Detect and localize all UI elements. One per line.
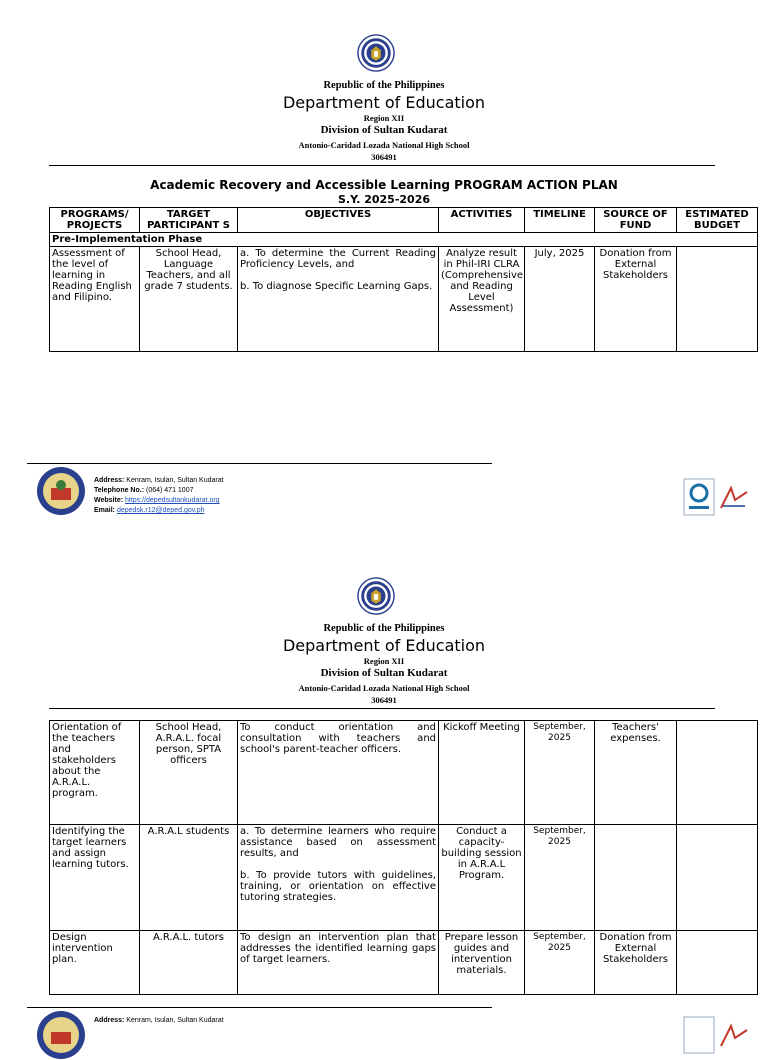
address-value: Kenram, Isulan, Sultan Kudarat: [126, 477, 224, 484]
deped-seal-icon: [357, 577, 395, 615]
school-year: S.Y. 2025-2026: [337, 193, 431, 206]
website-label: Website:: [94, 497, 124, 504]
footer-rule: [27, 463, 492, 464]
footer-contact: [94, 1016, 224, 1026]
timeline-cell: September, 2025: [525, 721, 595, 825]
source-cell: [595, 825, 677, 931]
phase-label: Pre-Implementation Phase: [50, 233, 758, 247]
department-title: Department of Education: [282, 93, 486, 112]
website-link[interactable]: https://depedsultankudarat.org: [125, 497, 220, 504]
division-seal-icon: [36, 1010, 86, 1060]
header-timeline: TIMELINE: [525, 208, 595, 233]
header-programs: PROGRAMS/ PROJECTS: [50, 208, 140, 233]
program-cell: Assessment of the level of learning in Reading English and Filipino.: [50, 247, 140, 352]
footer-rule: [27, 1007, 492, 1008]
header-rule: [49, 708, 715, 709]
header-activities: ACTIVITIES: [439, 208, 525, 233]
phone-label: Telephone No.:: [94, 487, 145, 494]
activities-cell: Prepare lesson guides and intervention materials.: [439, 931, 525, 995]
action-plan-table-continued: [49, 720, 758, 995]
program-cell: Identifying the target learners and assign learning tutors.: [50, 825, 140, 931]
activities-cell: Conduct a capacity-building session in A.R.A.L Program.: [439, 825, 525, 931]
department-title: Department of Education: [282, 636, 486, 655]
objective-b: b. To provide tutors with guidelines, training, or orientation on effective tutoring strategies.: [240, 870, 436, 903]
activities-cell: Kickoff Meeting: [439, 721, 525, 825]
table-row: [50, 721, 758, 825]
school-name: Antonio-Caridad Lozada National High School: [298, 140, 470, 150]
region-text: Region XII: [363, 113, 405, 123]
region-text: Region XII: [363, 656, 405, 666]
timeline-cell: September, 2025: [525, 931, 595, 995]
plan-title: Academic Recovery and Accessible Learning PROGRAM ACTION PLAN: [150, 178, 618, 192]
objectives-cell: [238, 247, 439, 352]
division-seal-icon: [36, 466, 86, 516]
address-label: Address:: [94, 477, 125, 484]
participants-cell: A.R.A.L. tutors: [140, 931, 238, 995]
objective-a: a. To determine the Current Reading Proficiency Levels, and: [240, 248, 436, 270]
budget-cell: [677, 825, 758, 931]
address-value: Kenram, Isulan, Sultan Kudarat: [126, 1017, 224, 1024]
activities-cell: Analyze result in Phil-IRI CLRA (Comprehensive and Reading Level Assessment): [439, 247, 525, 352]
division-text: Division of Sultan Kudarat: [320, 667, 448, 679]
address-label: Address:: [94, 1017, 125, 1024]
phone-value: (064) 471 1007: [146, 487, 194, 494]
objective-a: a. To determine learners who require assistance based on assessment results, and: [240, 826, 436, 859]
header-rule: [49, 165, 715, 166]
objectives-cell: To conduct orientation and consultation with teachers and school's parent-teacher officers.: [238, 721, 439, 825]
budget-cell: [677, 931, 758, 995]
objective-b: b. To diagnose Specific Learning Gaps.: [240, 281, 433, 292]
source-cell: Teachers' expenses.: [595, 721, 677, 825]
footer-contact: [94, 476, 224, 516]
table-header-row: [50, 208, 758, 233]
certification-badges-icon: [683, 478, 749, 518]
source-cell: Donation from External Stakeholders: [595, 931, 677, 995]
school-id: 306491: [371, 695, 397, 705]
participants-cell: School Head, A.R.A.L. focal person, SPTA officers: [140, 721, 238, 825]
header-budget: ESTIMATED BUDGET: [677, 208, 758, 233]
email-link[interactable]: depedsk.r12@deped.gov.ph: [116, 507, 205, 514]
school-name: Antonio-Caridad Lozada National High School: [298, 683, 470, 693]
action-plan-table: [49, 207, 758, 352]
participants-cell: A.R.A.L students: [140, 825, 238, 931]
certification-badges-icon: [683, 1016, 749, 1056]
timeline-cell: July, 2025: [525, 247, 595, 352]
table-row: [50, 247, 758, 352]
objectives-cell: [238, 825, 439, 931]
header-source: SOURCE OF FUND: [595, 208, 677, 233]
phase-row: [50, 233, 758, 247]
source-cell: Donation from External Stakeholders: [595, 247, 677, 352]
school-id: 306491: [371, 152, 397, 162]
program-cell: Design intervention plan.: [50, 931, 140, 995]
republic-text: Republic of the Philippines: [323, 80, 445, 91]
header-objectives: OBJECTIVES: [238, 208, 439, 233]
division-text: Division of Sultan Kudarat: [320, 124, 448, 136]
timeline-cell: September, 2025: [525, 825, 595, 931]
participants-cell: School Head, Language Teachers, and all grade 7 students.: [140, 247, 238, 352]
republic-text: Republic of the Philippines: [323, 623, 445, 634]
objectives-cell: To design an intervention plan that addresses the identified learning gaps of target learners.: [238, 931, 439, 995]
budget-cell: [677, 721, 758, 825]
header-participants: TARGET PARTICIPANT S: [140, 208, 238, 233]
deped-seal-icon: [357, 34, 395, 72]
table-row: [50, 931, 758, 995]
email-label: Email:: [94, 507, 116, 514]
budget-cell: [677, 247, 758, 352]
table-row: [50, 825, 758, 931]
program-cell: Orientation of the teachers and stakeholders about the A.R.A.L. program.: [50, 721, 140, 825]
